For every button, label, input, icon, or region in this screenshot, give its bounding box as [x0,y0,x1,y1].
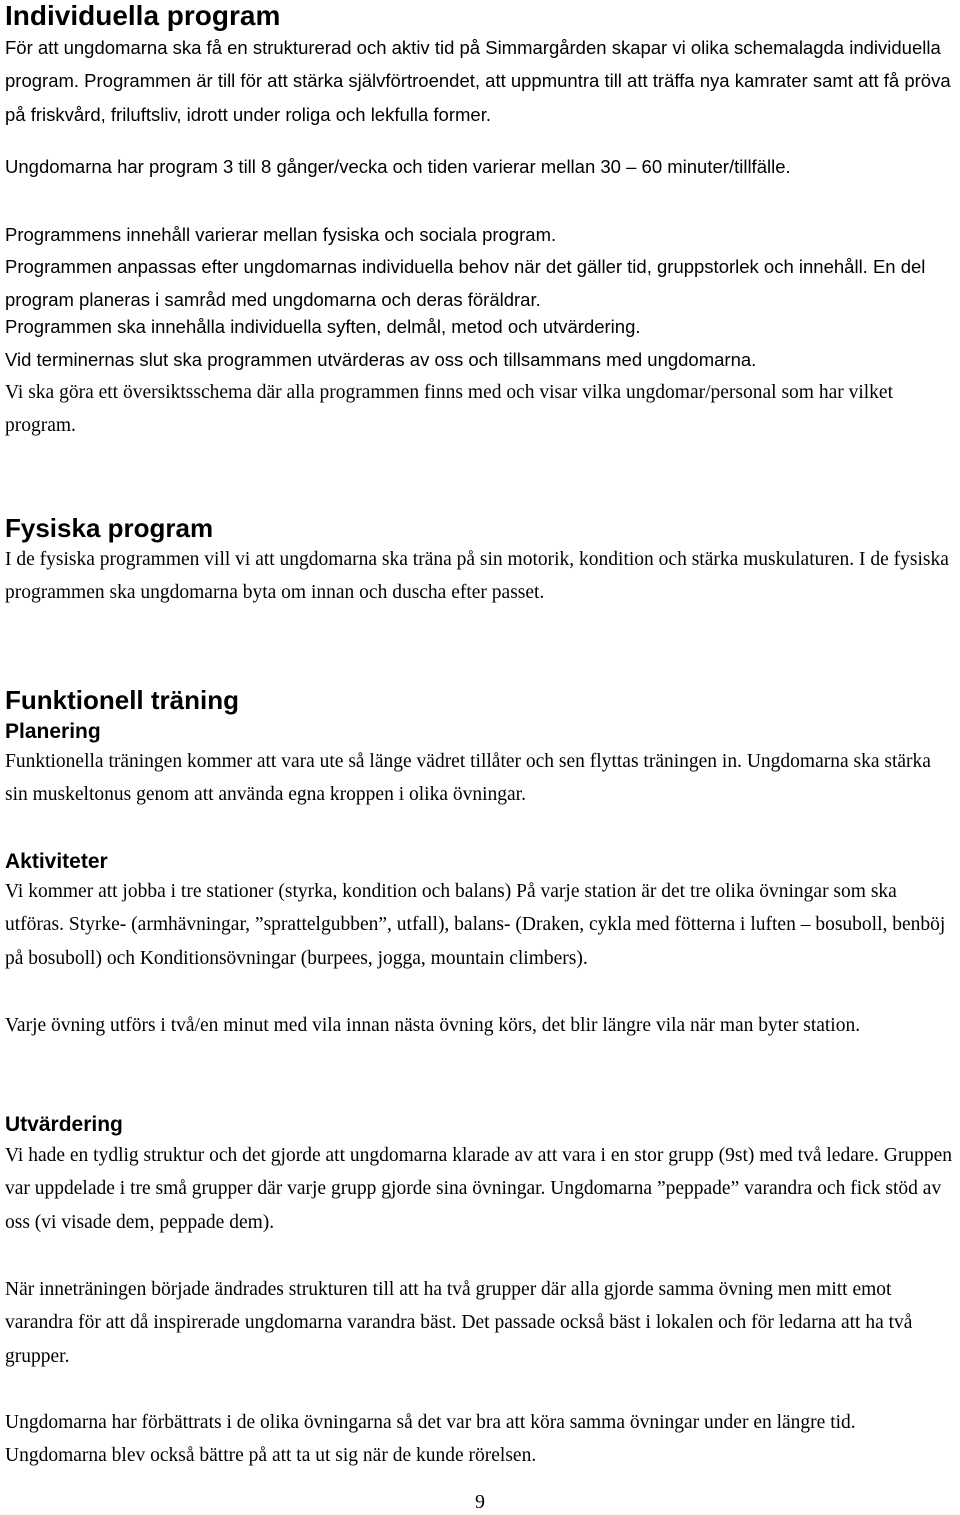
heading-individuella-program: Individuella program [5,0,281,31]
paragraph-intro: För att ungdomarna ska få en strukturerad och aktiv tid på Simmargården skapar vi olika schemalagda individuella program. Programmen är till för att stärka självförtroendet, att uppmuntra till att träffa nya kamrater samt att få pröva på friskvård, friluftsliv, idrott under roliga och lekfulla former. [5,37,951,125]
paragraph-program-evaluation: Vid terminernas slut ska programmen utvärderas av oss och tillsammans med ungdomarna. [5,349,757,370]
paragraph-utvardering-improvement: Ungdomarna har förbättrats i de olika övningarna så det var bra att köra samma övningar under en längre tid. Ungdomarna blev också bättre på att ta ut sig när de kunde rörelsen. [5,1412,856,1467]
page-number: 9 [475,1491,485,1513]
subheading-planering: Planering [5,720,101,743]
paragraph-fysiska-program: I de fysiska programmen vill vi att ungdomarna ska träna på sin motorik, kondition och stärka muskulaturen. I de fysiska programmen ska ungdomarna byta om innan och duscha efter passet. [5,549,949,604]
heading-fysiska-program: Fysiska program [5,513,214,543]
paragraph-utvardering-structure: Vi hade en tydlig struktur och det gjorde att ungdomarna klarade av att vara i en stor grupp (9st) med två ledare. Gruppen var uppdelade i tre små grupper där varje grupp gjorde sina övningar. Ungdomarna ”peppade” varandra och fick stöd av oss (vi visade dem, peppade dem). [5,1145,952,1233]
paragraph-program-adaptation: Programmen anpassas efter ungdomarnas individuella behov när det gäller tid, gruppstorlek och innehåll. En del program planeras i samråd med ungdomarna och deras föräldrar. [5,256,926,311]
subheading-utvardering: Utvärdering [5,1113,123,1136]
paragraph-program-content: Programmens innehåll varierar mellan fysiska och sociala program. [5,224,557,245]
paragraph-aktiviteter-stations: Vi kommer att jobba i tre stationer (styrka, kondition och balans) På varje station är det tre olika övningar som ska utföras. Styrke- (armhävningar, ”sprattelgubben”, utfall), balans- (Draken, cykla med fötterna i luften – bosuboll, benböj på bosuboll) och Konditionsövningar (burpees, jogga, mountain climbers). [5,881,946,969]
heading-funktionell-traning: Funktionell träning [5,685,239,715]
paragraph-planering: Funktionella träningen kommer att vara ute så länge vädret tillåter och sen flyttas träningen in. Ungdomarna ska stärka sin muskeltonus genom att använda egna kroppen i olika övningar. [5,751,931,806]
paragraph-utvardering-indoor: När inneträningen började ändrades strukturen till att ha två grupper där alla gjorde samma övning men mitt emot varandra för att då inspirerade ungdomarna varandra bäst. Det passade också bäst i lokalen och för ledarna att ha två grupper. [5,1279,913,1367]
paragraph-overview-schedule: Vi ska göra ett översiktsschema där alla programmen finns med och visar vilka ungdomar/personal som har vilket program. [5,382,894,437]
paragraph-aktiviteter-timing: Varje övning utförs i två/en minut med vila innan nästa övning körs, det blir längre vila när man byter station. [5,1015,861,1036]
subheading-aktiviteter: Aktiviteter [5,850,108,873]
paragraph-program-goals: Programmen ska innehålla individuella syften, delmål, metod och utvärdering. [5,316,641,337]
paragraph-program-frequency: Ungdomarna har program 3 till 8 gånger/vecka och tiden varierar mellan 30 – 60 minuter/tillfälle. [5,156,791,177]
